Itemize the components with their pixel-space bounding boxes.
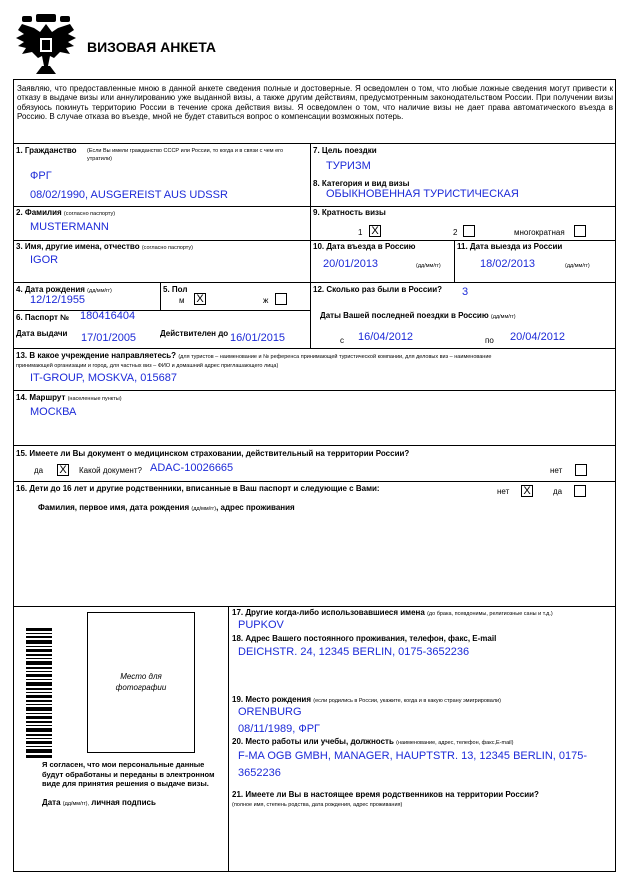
consent-signature-label: личная подпись [91,798,156,807]
employment-label: 20. Место работы или учебы, должность [232,737,394,746]
russian-coat-of-arms-icon [14,10,78,76]
divider [228,606,229,872]
children-yes-label: да [553,487,563,496]
given-names-value[interactable]: IGOR [30,254,59,266]
host-organization-value[interactable]: IT-GROUP, MOSKVA, 015687 [30,372,177,384]
citizenship-note: (Если Вы имели гражданство СССР или России, то когда и в связи с чем его утратили) [87,148,284,162]
employment-value-2[interactable]: 3652236 [238,767,281,779]
other-names-value[interactable]: PUPKOV [238,619,284,631]
passport-label: 6. Паспорт № [16,313,70,322]
insurance-yes-checkbox[interactable]: X [57,464,69,476]
relatives-note: (полное имя, степень родства, дата рождения, адрес проживания) [232,802,403,808]
insurance-document-label: Какой документ? [79,466,142,475]
entry-date-label: 10. Дата въезда в Россию [313,242,416,251]
surname-note: (согласно паспорту) [63,211,116,217]
divider [13,348,616,349]
insurance-document-value[interactable]: ADAC-10026665 [150,462,234,474]
insurance-no-label: нет [550,466,563,475]
other-names-note: (до брака, псевдонимы, религиозные саны и т.д.) [427,611,553,617]
relatives-label: 21. Имеете ли Вы в настоящее время родственников на территории России? [232,790,539,799]
host-organization-label: 13. В какое учреждение направляетесь? [16,351,177,360]
host-organization-note: (для туристов – наименование и № референса принимающей туристической компании, для деловых виз – наименование [178,354,492,360]
entry-date-format: (дд/мм/гг) [416,263,441,269]
exit-date-format: (дд/мм/гг) [565,263,590,269]
sex-male-label: м [179,296,185,305]
sex-female-checkbox[interactable] [275,293,287,305]
last-trip-note: (дд/мм/гг) [490,314,516,320]
birth-date-label: 4. Дата рождения [16,285,85,294]
consent-date-note: (дд/мм/гг), [62,801,89,807]
sex-female-label: ж [263,296,269,305]
last-trip-from-label: с [340,336,344,345]
birth-date-note: (дд/мм/гг) [87,288,112,294]
visa-category-label: 8. Категория и вид визы [313,179,410,188]
visa-entries-option-1-label: 1 [358,228,363,237]
visa-entries-multiple-checkbox[interactable] [574,225,586,237]
children-no-label: нет [497,487,510,496]
children-details-note: (дд/мм/гг) [191,506,217,512]
employment-value[interactable]: F-MA OGB GMBH, MANAGER, HAUPTSTR. 13, 12345 BERLIN, 0175- [238,750,588,762]
route-value[interactable]: МОСКВА [30,406,77,418]
photo-placeholder[interactable] [87,612,195,753]
visits-count-value[interactable]: 3 [462,286,469,298]
consent-date-label: Дата [42,798,61,807]
surname-value[interactable]: MUSTERMANN [30,221,109,233]
entry-date-value[interactable]: 20/01/2013 [323,258,379,270]
birthplace-value[interactable]: ORENBURG [238,706,302,718]
last-trip-to-value[interactable]: 20/04/2012 [510,331,566,343]
passport-valid-value[interactable]: 16/01/2015 [230,332,286,344]
divider [160,282,161,310]
exit-date-value[interactable]: 18/02/2013 [480,258,536,270]
address-value[interactable]: DEICHSTR. 24, 12345 BERLIN, 0175-3652236 [238,646,470,658]
children-no-checkbox[interactable]: X [521,485,533,497]
declaration-text: Заявляю, что предоставленные мною в данной анкете сведения полные и достоверные. Я осведомлен о том, что любые ложные сведения могут привести к отказу в выдаче визы или аннулированию уже выданной визы, а также другим действиям, предусмотренным законодательством России. При получении визы обязуюсь покинуть территорию России в течение срока действия визы. Я осведомлен о том, что наличие визы не дает права автоматического въезда в Россию. В случае отказа во въезде, мной не будет ставиться вопрос о компенсации возможных потерь. [17,84,613,122]
host-organization-note-2: принимающей организации и город, для частных виз – ФИО и домашний адрес приглашающего лица) [16,363,279,369]
photo-placeholder-text-2: фотографии [115,683,167,692]
barcode-icon [26,628,52,758]
given-names-note: (согласно паспорту) [141,245,193,251]
divider [13,282,616,283]
children-label: 16. Дети до 16 лет и другие родственники, вписанные в Ваш паспорт и следующие с Вами: [16,484,380,493]
birthplace-emigration-value[interactable]: 08/11/1989, ФРГ [238,723,321,735]
employment-note: (наименование, адрес, телефон, факс,E-mail) [396,740,514,746]
visa-entries-option-multiple-label: многократная [514,228,565,237]
divider [13,240,616,241]
surname-label: 2. Фамилия [16,208,62,217]
exit-date-label: 11. Дата выезда из России [457,242,563,251]
insurance-label: 15. Имеете ли Вы документ о медицинском страховании, действительный на территории России? [16,449,410,458]
last-trip-label: Даты Вашей последней поездки в Россию [320,311,489,320]
last-trip-from-value[interactable]: 16/04/2012 [358,331,414,343]
divider [13,390,616,391]
birthplace-label: 19. Место рождения [232,695,312,704]
visa-entries-single-checkbox[interactable]: X [369,225,381,237]
visits-count-label: 12. Сколько раз были в России? [313,285,443,294]
photo-placeholder-text-1: Место для [120,672,162,681]
insurance-no-checkbox[interactable] [575,464,587,476]
passport-number-value[interactable]: 180416404 [80,310,136,322]
children-details-label-2: , адрес проживания [216,503,295,512]
other-names-label: 17. Другие когда-либо использовавшиеся имена [232,608,425,617]
sex-label: 5. Пол [163,285,188,294]
birthplace-note: (если родились в России, укажите, когда и в какую страну эмигрировали) [313,698,501,704]
consent-text: Я согласен, что мои персональные данные будут обработаны и переданы в электронном виде для принятия решения о выдаче визы. [42,760,215,789]
given-names-label: 3. Имя, другие имена, отчество [16,242,140,251]
citizenship-lost-value[interactable]: 08/02/1990, AUSGEREIST AUS UDSSR [30,189,228,201]
page-title: ВИЗОВАЯ АНКЕТА [87,39,217,55]
divider [13,445,616,446]
divider [13,606,616,607]
passport-issued-value[interactable]: 17/01/2005 [81,332,137,344]
passport-issued-label: Дата выдачи [16,329,68,338]
citizenship-label: 1. Гражданство [16,146,77,155]
visa-category-value[interactable]: ОБЫКНОВЕННАЯ ТУРИСТИЧЕСКАЯ [326,188,519,200]
birth-date-value[interactable]: 12/12/1955 [30,294,86,306]
divider [13,310,310,311]
route-note: (населенные пункты) [67,396,122,402]
address-label: 18. Адрес Вашего постоянного проживания, телефон, факс, E-mail [232,634,497,643]
visa-entries-option-2-label: 2 [453,228,458,237]
passport-valid-label: Действителен до [160,329,229,338]
visa-entries-label: 9. Кратность визы [313,208,386,217]
divider [13,481,616,482]
children-details-label: Фамилия, первое имя, дата рождения [38,503,190,512]
insurance-yes-label: да [34,466,44,475]
sex-male-checkbox[interactable]: X [194,293,206,305]
visa-entries-double-checkbox[interactable] [463,225,475,237]
divider [310,143,311,348]
trip-purpose-value[interactable]: ТУРИЗМ [326,160,371,172]
route-label: 14. Маршрут [16,393,66,402]
trip-purpose-label: 7. Цель поездки [313,146,377,155]
citizenship-value[interactable]: ФРГ [30,170,52,182]
children-yes-checkbox[interactable] [574,485,586,497]
divider [13,206,616,207]
divider [454,240,455,282]
divider [13,143,616,144]
last-trip-to-label: по [485,336,494,345]
